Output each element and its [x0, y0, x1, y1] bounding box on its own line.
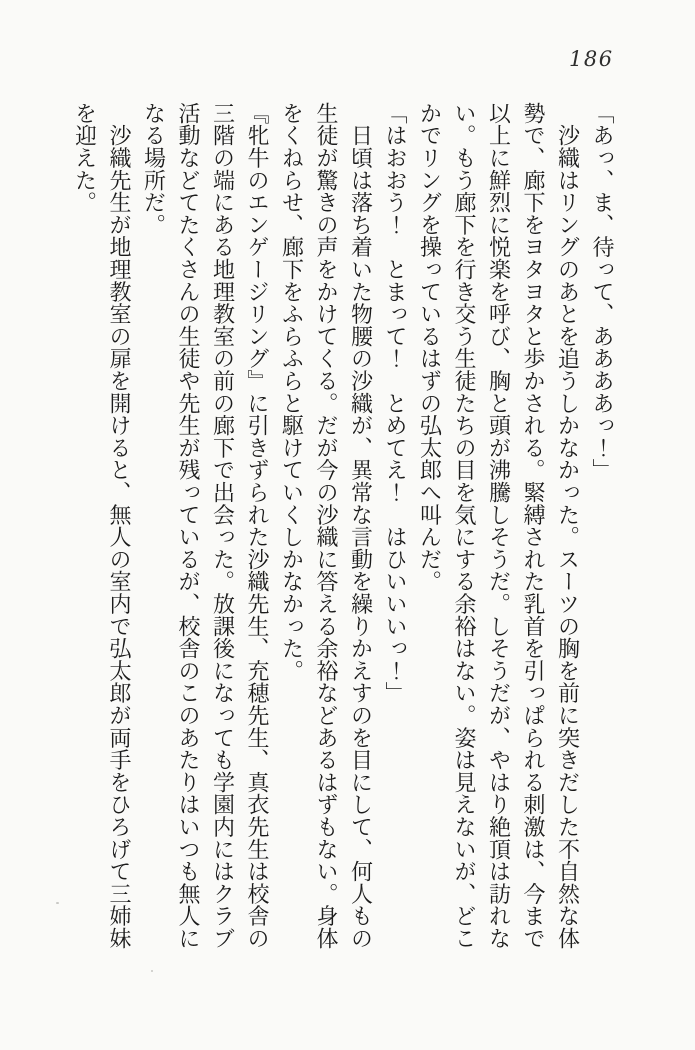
text-column: 「はおおう！ とまって！ とめてえ！ はひいいいっ！」 [383, 102, 408, 705]
text-column: かでリングを操っているはずの弘太郎へ叫んだ。 [417, 102, 443, 593]
text-column: 日頃は落ち着いた物腰の沙織が、異常な言動を繰りかえすのを目にして、何人もの [348, 102, 374, 950]
text-column: 『牝牛のエンゲージリング』に引きずられた沙織先生、充穂先生、真衣先生は校舎の [245, 102, 270, 950]
scan-speck [56, 902, 59, 904]
vertical-text-block [67, 102, 619, 950]
text-column: い。もう廊下を行き交う生徒たちの目を気にする余裕はない。姿は見えないが、どこ [452, 102, 477, 950]
text-column: なる場所だ。 [141, 102, 167, 236]
text-column: 沙織はリングのあとを追うしかなかった。スーツの胸を前に突きだした不自然な体 [555, 102, 581, 950]
text-column: 生徒が驚きの声をかけてくる。だが今の沙織に答える余裕などあるはずもない。身体 [314, 102, 339, 950]
text-column: をくねらせ、廊下をふらふらと駆けていくしかなかった。 [279, 102, 305, 682]
text-column: 以上に鮮烈に悦楽を呼び、胸と頭が沸騰しそうだ。しそうだが、やはり絶頂は訪れな [486, 102, 512, 950]
text-column: を迎えた。 [72, 102, 98, 214]
text-column: 「あっ、ま、待って、ああああっ！」 [590, 102, 615, 482]
scan-speck [151, 970, 153, 972]
page-number: 186 [569, 47, 614, 71]
text-column: 三階の端にある地理教室の前の廊下で出会った。放課後になっても学園内にはクラブ [210, 102, 236, 950]
text-column: 活動などてたくさんの生徒や先生が残っているが、校舎のこのあたりはいつも無人に [176, 102, 201, 950]
text-column: 沙織先生が地理教室の扉を開けると、無人の室内で弘太郎が両手をひろげて三姉妹 [107, 102, 132, 950]
text-column: 勢で、廊下をヨタヨタと歩かされる。緊縛された乳首を引っぱられる刺激は、今まで [521, 102, 546, 950]
